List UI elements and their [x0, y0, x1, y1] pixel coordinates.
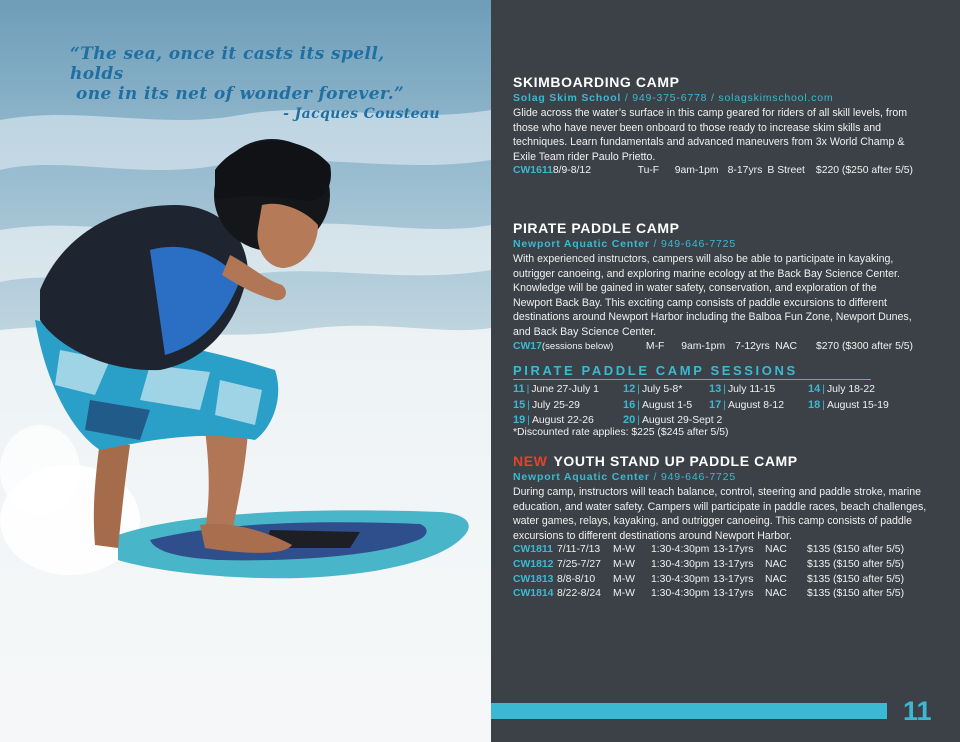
session-dates: August 22-26 — [531, 415, 594, 427]
provider-contact: / 949-375-6778 / solagskimschool.com — [621, 92, 834, 104]
session-dates: August 29-Sept 2 — [641, 415, 723, 427]
quote-author: - Jacques Cousteau — [283, 106, 440, 122]
quote-line-1: “The sea, once it casts its spell, holds — [70, 44, 385, 84]
course-code: CW1611 — [513, 165, 553, 177]
provider-name: Newport Aquatic Center — [513, 238, 650, 250]
course-code: CW1814 — [513, 588, 554, 600]
provider-contact: / 949-646-7725 — [649, 238, 736, 250]
page-number: 11 — [903, 696, 932, 726]
course-location: NAC — [765, 588, 787, 600]
session-dates: June 27-July 1 — [531, 384, 599, 395]
course-time: 1:30-4:30pm — [651, 573, 710, 585]
course-price: $220 ($250 after 5/5) — [815, 165, 913, 177]
session-cell: 17 | August 8-12 — [709, 398, 784, 411]
course-ages: 13-17yrs — [713, 573, 754, 585]
course-location: B Street — [767, 165, 805, 177]
sessions-title: PIRATE PADDLE CAMP SESSIONS — [513, 363, 798, 378]
quote-block — [70, 44, 440, 124]
skimboarding-provider — [513, 91, 913, 105]
course-time: 9am-1pm — [674, 165, 719, 177]
course-location: NAC — [765, 544, 787, 556]
pirate-title: PIRATE PADDLE CAMP — [513, 220, 680, 236]
course-ages: 13-17yrs — [713, 588, 754, 600]
course-ages: 7-12yrs — [735, 340, 770, 352]
course-ages: 13-17yrs — [713, 558, 754, 570]
course-dates: 8/8-8/10 — [557, 573, 596, 585]
course-code: CW1812 — [513, 558, 554, 570]
sup-title-text: YOUTH STAND UP PADDLE CAMP — [553, 453, 798, 469]
course-location: NAC — [765, 558, 787, 570]
course-code: CW1811 — [513, 544, 553, 556]
session-dates: July 25-29 — [531, 399, 580, 411]
schedule-row — [513, 587, 933, 602]
session-number: 16 — [623, 398, 636, 411]
session-number: 18 — [808, 398, 821, 411]
course-price: $135 ($150 after 5/5) — [807, 558, 905, 570]
session-dates: August 15-19 — [826, 399, 889, 411]
skimboarding-section — [513, 74, 913, 179]
course-code: CW1813 — [513, 573, 554, 585]
course-days: Tu-F — [637, 165, 660, 177]
course-ages: 13-17yrs — [713, 544, 754, 556]
session-dates: July 5-8* — [641, 384, 683, 395]
course-price: $270 ($300 after 5/5) — [815, 340, 913, 352]
sup-section — [513, 453, 933, 602]
footer-accent-bar — [491, 703, 887, 719]
quote-line-2: one in its net of wonder forever.” — [76, 84, 405, 104]
session-dates: July 11-15 — [727, 384, 776, 395]
course-price: $135 ($150 after 5/5) — [807, 544, 905, 556]
session-number: 11 — [513, 383, 525, 395]
course-dates: 8/9-8/12 — [552, 165, 591, 177]
course-location: NAC — [765, 573, 787, 585]
provider-name: Solag Skim School — [513, 92, 622, 104]
course-location: NAC — [775, 340, 798, 352]
session-number: 13 — [709, 383, 722, 395]
sessions-grid — [513, 382, 923, 429]
course-time: 1:30-4:30pm — [651, 558, 710, 570]
course-price: $135 ($150 after 5/5) — [807, 573, 905, 585]
sessions-row — [513, 398, 923, 414]
pirate-description: With experienced instructors, campers will also be able to participate in kayaking, outrigger canoeing, and exploring marine ecology at the Back Bay Science Center. Knowledge will be gained in water safety, conservation, and exploration of the Newport Back Bay. This exciting camp consists of paddle excursions to different destinations around Newport Harbor including the Balboa Fun Zone, Newport Dunes, and Back Bay Science Center. — [513, 253, 912, 338]
pirate-provider — [513, 237, 913, 251]
skimboarding-description: Glide across the water’s surface in this camp geared for riders of all skill levels, from those who have never been onboard to those ready to increase skim skills and techniques. Learn fundamentals and advanced maneuvers from 3x World Champ & Exile Team rider Paulo Prietto. — [513, 107, 908, 163]
sessions-divider — [513, 379, 871, 380]
course-time: 1:30-4:30pm — [651, 588, 710, 600]
schedule-row — [513, 543, 933, 558]
course-price: $135 ($150 after 5/5) — [807, 588, 905, 600]
sup-provider — [513, 470, 933, 484]
sup-description: During camp, instructors will teach balance, control, steering and paddle stroke, marine education, and water safety. Campers will participate in paddle races, beach challenges, water games, relays, kayaking, and outrigger canoeing. This camp consists of paddle excursions to different destinations around Newport Harbor. — [513, 486, 927, 542]
session-dates: July 18-22 — [826, 384, 875, 395]
provider-name: Newport Aquatic Center — [513, 471, 650, 483]
discount-note: *Discounted rate applies: $225 ($245 after 5/5) — [513, 427, 729, 438]
course-days: M-W — [613, 558, 635, 570]
session-dates: August 1-5 — [641, 399, 693, 411]
sessions-row — [513, 382, 923, 398]
session-number: 20 — [623, 414, 636, 427]
session-cell: 13 | July 11-15 — [709, 383, 776, 395]
course-dates: (sessions below) — [541, 340, 614, 352]
schedule-row — [513, 573, 933, 588]
session-cell: 16 | August 1-5 — [623, 398, 693, 411]
session-cell: 20 | August 29-Sept 2 — [623, 414, 723, 427]
provider-contact: / 949-646-7725 — [649, 471, 736, 483]
pirate-section — [513, 220, 913, 354]
session-number: 19 — [513, 414, 526, 427]
session-cell: 11 | June 27-July 1 — [513, 383, 599, 395]
session-number: 17 — [709, 398, 722, 411]
schedule-row — [513, 558, 933, 573]
course-days: M-F — [645, 340, 665, 352]
sup-title — [513, 453, 933, 470]
course-dates: 8/22-8/24 — [557, 588, 601, 600]
session-cell: 14 | July 18-22 — [808, 383, 875, 395]
session-dates: August 8-12 — [727, 399, 784, 411]
session-number: 15 — [513, 398, 526, 411]
course-dates: 7/11-7/13 — [557, 544, 601, 556]
schedule-row — [513, 340, 913, 355]
text-panel — [491, 0, 960, 742]
session-cell: 18 | August 15-19 — [808, 398, 889, 411]
course-time: 9am-1pm — [681, 340, 726, 352]
session-cell: 12 | July 5-8* — [623, 383, 683, 395]
course-ages: 8-17yrs — [727, 165, 763, 177]
session-cell: 19 | August 22-26 — [513, 414, 594, 427]
course-days: M-W — [613, 573, 635, 585]
session-number: 14 — [808, 383, 821, 395]
session-cell: 15 | July 25-29 — [513, 398, 580, 411]
course-days: M-W — [613, 588, 635, 600]
session-number: 12 — [623, 383, 636, 395]
schedule-row — [513, 164, 913, 179]
course-dates: 7/25-7/27 — [557, 558, 601, 570]
course-time: 1:30-4:30pm — [651, 544, 710, 556]
course-days: M-W — [613, 544, 635, 556]
skimboarding-title: SKIMBOARDING CAMP — [513, 74, 680, 90]
new-badge: NEW — [513, 453, 548, 469]
course-code: CW17 — [513, 340, 542, 352]
